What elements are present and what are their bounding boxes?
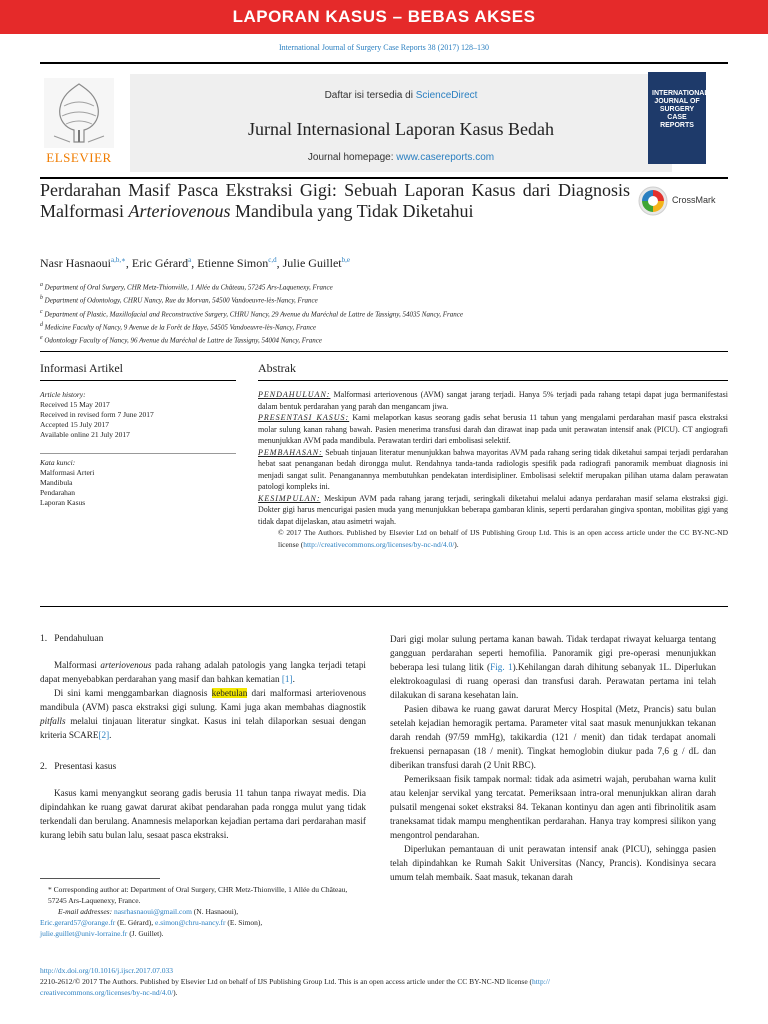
author-list: Nasr Hasnaoui$^{a,b,∗}$, Eric Gérard$^a$, Etienne Simon$^{c,d}$, Julie Guillet$^{b,e}$: [40, 256, 350, 270]
crossmark-label: CrossMark: [672, 195, 716, 205]
section-heading: [40, 632, 366, 646]
publisher-name: ELSEVIER: [46, 150, 112, 165]
section-title: Pendahuluan: [54, 634, 104, 644]
email-line: E-mail addresses: nasrhasnaoui@gmail.com (N. Hasnaoui),: [58, 907, 239, 916]
author-sup[interactable]: b,e: [341, 256, 350, 264]
license-line: creativecommons.org/licenses/by-nc-nd/4.0/).: [40, 988, 178, 997]
email-link[interactable]: Eric.gerard57@orange.fr: [40, 918, 116, 927]
journal-title: Jurnal Internasional Laporan Kasus Bedah: [248, 119, 554, 139]
affiliation-text: Odontology Faculty of Nancy, 96 Avenue du Maréchal de Lattre de Tassigny, 54004 Nancy, France: [44, 336, 322, 345]
affiliation: [40, 293, 728, 306]
section-rule: [40, 351, 728, 352]
affiliation-key: b: [40, 295, 43, 302]
paragraph: Kasus kami menyangkut seorang gadis berusia 11 tahun tanpa riwayat medis. Dia dipindahkan ke ruang gawat darurat akibat pendarahan pada rongga mulut yang tidak terkendali dan berulang. Anamnesis melaporkan kejadian pertama dari perdarahan masif kurang lebih satu bulan lalu, sesaat pasca ekstraksi.: [40, 788, 366, 840]
homepage-prefix: Journal homepage:: [307, 152, 397, 163]
figure-link[interactable]: Fig. 1: [490, 662, 513, 672]
affiliation-key: d: [40, 321, 43, 328]
email-label: E-mail addresses:: [58, 907, 114, 916]
elsevier-logo: [40, 76, 118, 166]
abstract-section: [258, 389, 728, 412]
affiliation: [40, 280, 728, 293]
masthead-panel: [130, 74, 672, 172]
author-sup[interactable]: c,d: [268, 256, 277, 264]
article-history: [40, 390, 236, 440]
license-line: 2210-2612/© 2017 The Authors. Published by Elsevier Ltd on behalf of IJS Publishing Group Ltd. This is an open access article under the CC BY-NC-ND license (http://: [40, 977, 550, 986]
affiliation: [40, 307, 728, 320]
keyword: Laporan Kasus: [40, 498, 86, 507]
sciencedirect-link[interactable]: ScienceDirect: [415, 90, 478, 101]
license-link[interactable]: creativecommons.org/licenses/by-nc-nd/4.0/: [40, 988, 174, 997]
section-title: Presentasi kasus: [54, 762, 117, 772]
author-name: Julie Guillet: [282, 256, 342, 270]
history-item: Available online 21 July 2017: [40, 430, 130, 439]
email-link[interactable]: e.simon@chru-nancy.fr: [154, 918, 226, 927]
journal-masthead: [40, 62, 728, 179]
reference-link[interactable]: [1]: [281, 674, 293, 684]
copyright-end: ).: [454, 539, 459, 549]
keywords-label: Kata kunci:: [40, 458, 76, 467]
abstract-label: PENDAHULUAN:: [258, 390, 331, 399]
abstract-text: Sebuah tinjauan literatur menunjukkan bahwa mayoritas AVM pada rahang sering tidak diketahui sampai terjadi perdarahan hebat saat penanganan bedah dirongga mulut. Rendahnya tanda-tanda radiologis spesifik pada radiografi panoramik membuat diagnosis ini menjadi sangat sulit. Penanganannya membutuhkan pendekatan interdisipliner. Embolisasi selektif merupakan pilihan utama dalam perawatan patologi kompleks ini.: [258, 447, 728, 491]
author-name: Etienne Simon: [197, 256, 269, 270]
abstract-section: [258, 493, 728, 528]
paragraph: Pemeriksaan fisik tampak normal: tidak ada asimetri wajah, perubahan warna kulit atau kelenjar servikal yang tercatat. Pemeriksaan intra-oral menunjukkan aliran darah pulsatil mengenai soket ekstraksi 84. Tekanan kontinyu dan agen anti fibrinolitik asam traneksamat tidak mampu menghentikan perdarahan. Hanya tray kompresi silikon yang mengontrol pendarahan.: [390, 774, 716, 840]
paragraph: Dari gigi molar sulung pertama kanan bawah. Tidak terdapat riwayat keluarga tentang gangguan perdarahan seperti hemofilia. Panoramik gigi pre-operasi menunjukkan beberapa lesi tulang litik (Fig. 1).Kehilangan darah dihitung sebanyak 1L. Diperlukan elektrokoagulasi di ruang operasi dan transfusi darah. Perawatan pertama ini telah dilakukan di sarana kesehatan lain.: [390, 634, 716, 700]
crossmark-badge[interactable]: [638, 186, 728, 216]
abstract-body: [258, 389, 728, 550]
license-link[interactable]: http://creativecommons.org/licenses/by-nc-nd/4.0/: [303, 539, 455, 549]
paragraph: Diperlukan pemantauan di unit perawatan intensif anak (PICU), sehingga pasien telah dipindahkan ke Rumah Sakit Universitas (Nancy, Prancis). Kondisinya secara umum telah membaik. Saat masuk, tekanan darah: [390, 844, 716, 882]
section-number: 1.: [40, 634, 48, 644]
affiliation-text: Medicine Faculty of Nancy, 9 Avenue de la Forêt de Haye, 54505 Vandoeuvre-lès-Nancy, France: [44, 323, 317, 332]
footnote-rule: [40, 878, 160, 879]
history-item: Received in revised form 7 June 2017: [40, 410, 154, 419]
email-line: julie.guillet@univ-lorraine.fr (J. Guillet).: [40, 929, 164, 938]
access-banner: LAPORAN KASUS – BEBAS AKSES: [0, 0, 768, 34]
affiliations: [40, 280, 728, 347]
author-sup[interactable]: a,b,∗: [110, 256, 126, 264]
paragraph: Malformasi arteriovenous pada rahang adalah patologis yang langka terjadi tetapi dapat menyebabkan perdarahan yang masif dan bahkan kematian [1].: [40, 660, 366, 684]
abstract-text: Kami melaporkan kasus seorang gadis sehat berusia 11 tahun yang mengalami perdarahan masif pasca ekstraksi molar sulung kanan rahang bawah. Pasien menerima transfusi darah dan dirawat inap pada unit perawatan intensif anak (PICU). CT angiografi menunjukkan AVM pada mandibula. Perawatan terdiri dari embolisasi selektif.: [258, 413, 729, 445]
paragraph: Pasien dibawa ke ruang gawat darurat Mercy Hospital (Metz, Prancis) satu bulan setelah kejadian hemoragik pertama. Parameter vital saat masuk menunjukkan tekanan darah rendah (97/59 mmHg), takikardia (121 / menit) dan tidak terdapat anomali frekuensi pernapasan (18 / menit). Tingkat hemoglobin diukur pada 7,6 g / dL dan diberikan transfusi darah (2 Unit RBC).: [390, 704, 716, 770]
author-name: Eric Gérard: [131, 256, 189, 270]
email-link[interactable]: nasrhasnaoui@gmail.com: [113, 907, 192, 916]
info-rule: [40, 380, 236, 381]
title-part: Mandibula yang Tidak Diketahui: [230, 201, 474, 221]
abstract-label: PEMBAHASAN:: [258, 447, 323, 457]
article-info-heading: Informasi Artikel: [40, 361, 123, 375]
abstract-bottom-rule: [40, 606, 728, 607]
journal-homepage: [130, 152, 672, 163]
abstract-section: [258, 412, 728, 447]
abstract-section: [258, 447, 728, 493]
homepage-link[interactable]: www.casereports.com: [396, 152, 495, 163]
email-line: Eric.gerard57@orange.fr (E. Gérard), e.simon@chru-nancy.fr (E. Simon),: [40, 918, 263, 927]
email-link[interactable]: julie.guillet@univ-lorraine.fr: [40, 929, 128, 938]
affiliation-key: a: [40, 282, 43, 288]
abstract-heading: Abstrak: [258, 361, 296, 375]
abstract-rule: [258, 380, 728, 381]
page-footer: [40, 965, 728, 998]
history-item: Accepted 15 July 2017: [40, 420, 109, 429]
doi-link[interactable]: http://dx.doi.org/10.1016/j.ijscr.2017.07.033: [40, 966, 173, 975]
author-sup[interactable]: a: [188, 256, 192, 264]
section-heading: [40, 760, 366, 774]
keyword: Malformasi Arteri: [40, 468, 95, 477]
copyright-text: © 2017 The Authors. Published by Elsevier Ltd on behalf of IJS Publishing Group Ltd. This is an open access article under the CC BY-NC-ND license (: [278, 528, 728, 549]
abstract-label: PRESENTASI KASUS:: [258, 413, 350, 422]
keyword: Pendarahan: [40, 488, 75, 497]
highlighted-term: kebetulan: [211, 688, 248, 698]
affiliation-text: Department of Oral Surgery, CHR Metz-Thionville, 1 Allée du Château, 57245 Ars-Laquenexy, France: [44, 283, 333, 292]
contents-available: [130, 90, 672, 101]
history-label: Article history:: [40, 390, 86, 399]
journal-citation[interactable]: International Journal of Surgery Case Reports 38 (2017) 128–130: [278, 43, 490, 52]
article-title: [40, 180, 630, 222]
title-italic: Arteriovenous: [128, 201, 231, 221]
affiliation-key: c: [40, 308, 43, 315]
history-item: Received 15 May 2017: [40, 400, 110, 409]
footnotes: [40, 884, 366, 939]
paragraph: Di sini kami menggambarkan diagnosis kebetulan dari malformasi arteriovenous mandibula (AVM) pasca ekstraksi gigi sulung. Kami juga akan membahas diagnostik pitfalls melalui tinjauan literatur singkat. Kasus ini telah dilaporkan sesuai dengan kriteria SCARE[2].: [40, 688, 366, 740]
affiliation-text: Department of Plastic, Maxillofacial and Reconstructive Surgery, CHRU Nancy, 29 Avenue du Maréchal de Lattre de Tassigny, 54035 Nancy, France: [44, 309, 463, 318]
affiliation: [40, 333, 728, 346]
abstract-label: KESIMPULAN:: [258, 493, 321, 503]
keywords: [40, 458, 236, 508]
keyword: Mandibula: [40, 478, 73, 487]
journal-cover: [648, 72, 709, 164]
reference-link[interactable]: [2]: [98, 730, 110, 740]
author-name: Nasr Hasnaoui: [40, 256, 111, 270]
title-part: Perdarahan Masif Pasca Ekstraksi Gigi: Sebuah Laporan Kasus dari Diagnosis Malformasi: [40, 180, 630, 221]
body-column-right: [390, 632, 716, 884]
affiliation-key: e: [40, 335, 43, 342]
affiliation: [40, 320, 728, 333]
corresponding-note: * Corresponding author at: Department of Oral Surgery, CHR Metz-Thionville, 1 Allée du Château, 57245 Ars-Laquenexy, France.: [48, 885, 348, 905]
section-number: 2.: [40, 762, 48, 772]
license-link[interactable]: http://: [532, 977, 550, 986]
body-column-left: [40, 632, 366, 842]
affiliation-text: Department of Odontology, CHRU Nancy, Rue du Morvan, 54500 Vandoeuvre-lès-Nancy, France: [44, 296, 318, 305]
abstract-text: Malformasi arteriovenous (AVM) sangat jarang terjadi. Hanya 5% terjadi pada rahang tetapi dapat juga bermanifestasi dalam bentuk perdarahan yang parah dan mengancam jiwa.: [258, 390, 728, 411]
crossmark-icon: [638, 186, 668, 216]
abstract-text: Meskipun AVM pada rahang jarang terjadi, seringkali diketahui melalui adanya perdarahan masif selama ekstraksi gigi. Dokter gigi harus mencurigai pasien muda yang menunjukkan beberapa gambaran klinis, seperti perdarahan gingiva spontan, mobilitas gigi yang tidak dapat dijelaskan, atau asimetri wajah.: [258, 493, 728, 526]
cover-title: INTERNATIONAL JOURNAL OF SURGERY CASE REPORTS: [652, 90, 709, 129]
available-prefix: Daftar isi tersedia di: [324, 90, 416, 101]
info-divider: [40, 453, 236, 454]
abstract-copyright: [258, 527, 728, 550]
